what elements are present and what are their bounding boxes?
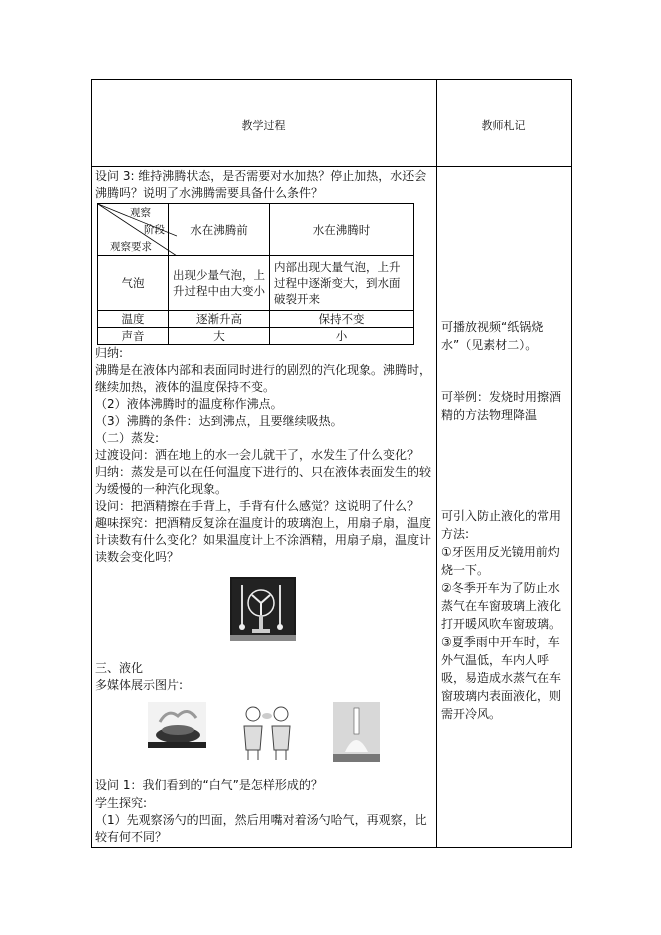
cell-before: 大 xyxy=(169,328,270,345)
section3-sub: 多媒体展示图片: xyxy=(95,678,184,692)
note-fever: 可举例：发烧时用擦酒精的方法物理降温 xyxy=(441,390,562,422)
table-row xyxy=(98,328,414,345)
observation-table xyxy=(97,203,414,345)
row-label: 温度 xyxy=(98,311,169,328)
table-row xyxy=(98,311,414,328)
alcohol-question: 设问：把酒精擦在手背上，手背有什么感觉？这说明了什么？ xyxy=(95,499,420,513)
summary-boiling-condition: （3）沸腾的条件：达到沸点，且要继续吸热。 xyxy=(95,414,343,428)
cell-during: 小 xyxy=(270,328,414,345)
corner-top: 观察 xyxy=(130,207,151,219)
table-row xyxy=(98,256,414,311)
note-dentist: ①牙医用反光镜用前灼烧一下。 xyxy=(441,545,560,577)
table-corner-cell xyxy=(98,204,169,256)
column-divider xyxy=(436,79,437,847)
corner-bottom: 观察要求 xyxy=(110,241,152,253)
row-label: 声音 xyxy=(98,328,169,345)
people-breath-image xyxy=(238,702,296,762)
note-video: 可播放视频“纸锅烧水”（见素材二）。 xyxy=(441,320,544,352)
spoon-step: （1）先观察汤勺的凹面，然后用嘴对着汤勺哈气，再观察，比较有何不同？ xyxy=(95,813,427,844)
header-left: 教学过程 xyxy=(241,119,286,132)
student-inquiry: 学生探究: xyxy=(95,796,148,810)
note-prevent: 可引入防止液化的常用方法: xyxy=(441,509,562,541)
fan-thermometer-image xyxy=(230,577,296,641)
transition-question: 过渡设问：洒在地上的水一会儿就干了，水发生了什么变化？ xyxy=(95,448,420,462)
col-during-header: 水在沸腾时 xyxy=(270,204,414,256)
header-right: 教师札记 xyxy=(481,119,526,132)
summary-heading: 归纳: xyxy=(95,346,124,360)
cell-during: 内部出现大量气泡，上升过程中逐渐变大，到水面破裂开来 xyxy=(270,256,414,311)
evaporation-summary: 归纳：蒸发是可以在任何温度下进行的、只在液体表面发生的较为缓慢的一种汽化现象。 xyxy=(95,465,432,496)
row-label: 气泡 xyxy=(98,256,169,311)
header-divider xyxy=(91,166,571,167)
rocket-launch-image xyxy=(333,702,380,762)
summary-boiling: 沸腾是在液体内部和表面同时进行的剧烈的汽化现象。沸腾时，继续加热，液体的温度保持不变。 xyxy=(95,363,432,394)
summary-boiling-point: （2）液体沸腾时的温度称作沸点。 xyxy=(95,397,283,411)
cell-during: 保持不变 xyxy=(270,311,414,328)
col-before-header: 水在沸腾前 xyxy=(169,204,270,256)
evaporation-heading: （二）蒸发: xyxy=(95,431,160,445)
note-summer: ③夏季雨中开车时，车外气温低，车内人呼吸，易造成水蒸气在车窗玻璃内表面液化，则需开冷风。 xyxy=(441,635,562,721)
steaming-pot-image xyxy=(148,702,206,748)
note-winter: ②冬季开车为了防止水蒸气在车窗玻璃上液化打开暖风吹车窗玻璃。 xyxy=(441,581,562,631)
intro-question: 设问 3: 维持沸腾状态，是否需要对水加热？停止加热，水还会沸腾吗？说明了水沸腾需要具备什么条件？ xyxy=(95,169,427,200)
corner-mid: 阶段 xyxy=(144,224,165,236)
fun-inquiry: 趣味探究：把酒精反复涂在温度计的玻璃泡上，用扇子扇，温度计读数有什么变化？如果温度计上不涂酒精，用扇子扇，温度计读数会变化吗？ xyxy=(95,516,432,564)
cell-before: 逐渐升高 xyxy=(169,311,270,328)
section3-heading: 三、液化 xyxy=(95,661,144,675)
cell-before: 出现少量气泡，上升过程中由大变小 xyxy=(169,256,270,311)
whitegas-question: 设问 1：我们看到的“白气”是怎样形成的？ xyxy=(95,778,323,792)
